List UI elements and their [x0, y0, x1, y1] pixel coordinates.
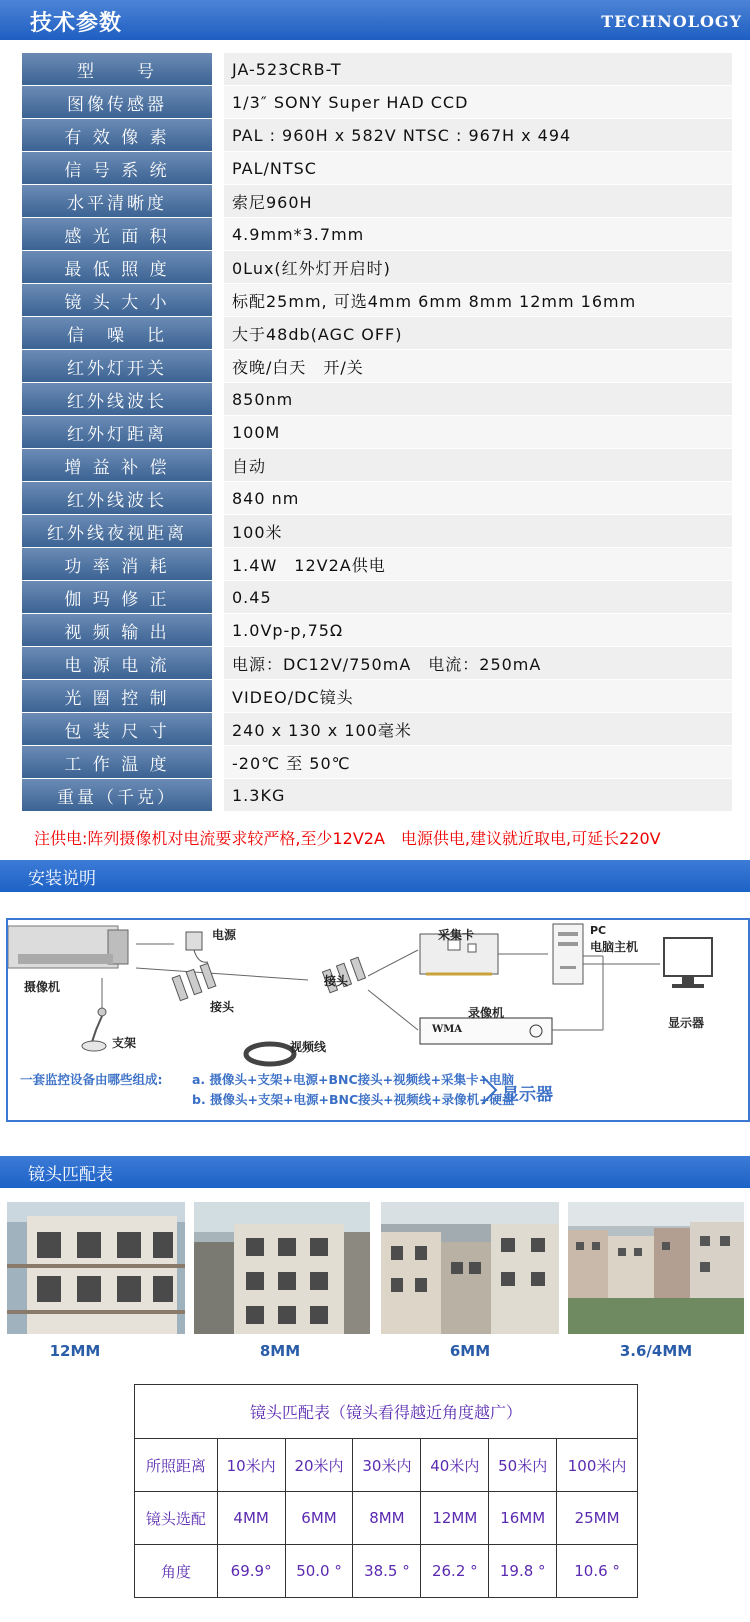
lens-cell: 16MM — [489, 1492, 557, 1545]
label-capture-card: 采集卡 — [438, 928, 475, 942]
section-title: 技术参数 — [30, 11, 123, 36]
spec-value: PAL : 960H x 582V NTSC : 967H x 494 — [224, 119, 732, 152]
spec-row — [20, 482, 732, 515]
spec-key: 信 号 系 统 — [22, 152, 212, 185]
spec-key: 红外灯距离 — [22, 416, 212, 449]
install-title: 安装说明 — [28, 868, 96, 889]
label-cable: 视频线 — [290, 1040, 327, 1054]
lens-title: 镜头匹配表 — [28, 1164, 113, 1185]
spec-key: 感 光 面 积 — [22, 218, 212, 251]
spec-key: 包 装 尺 寸 — [22, 713, 212, 746]
spec-row — [20, 680, 732, 713]
lens-cell: 30米内 — [353, 1439, 421, 1492]
spec-row — [20, 185, 732, 218]
lens-cell: 10.6 ° — [557, 1545, 638, 1598]
lens-row-head: 镜头选配 — [135, 1492, 218, 1545]
photo-12mm — [7, 1202, 185, 1334]
photo-6mm — [381, 1202, 559, 1334]
photo-label-12mm: 12MM — [49, 1342, 101, 1360]
spec-value: 0Lux(红外灯开启时) — [224, 251, 732, 284]
install-diagram — [6, 918, 750, 1122]
lens-cell: 4MM — [217, 1492, 285, 1545]
spec-value: 840 nm — [224, 482, 732, 515]
spec-value: 0.45 — [224, 581, 732, 614]
spec-key: 水平清晰度 — [22, 185, 212, 218]
power-note: 注供电:阵列摄像机对电流要求较严格,至少12V2A 电源供电,建议就近取电,可延长220V — [34, 829, 661, 848]
spec-row — [20, 218, 732, 251]
power-adapter-icon — [186, 932, 208, 962]
label-stand: 支架 — [112, 1036, 137, 1050]
lens-cell: 25MM — [557, 1492, 638, 1545]
lens-cell: 6MM — [285, 1492, 353, 1545]
spec-value: 标配25mm, 可选4mm 6mm 8mm 12mm 16mm — [224, 284, 732, 317]
spec-key: 工 作 温 度 — [22, 746, 212, 779]
spec-value: 1/3″ SONY Super HAD CCD — [224, 86, 732, 119]
spec-key: 红外线波长 — [22, 482, 212, 515]
spec-row — [20, 449, 732, 482]
spec-value: 100M — [224, 416, 732, 449]
spec-value: 4.9mm*3.7mm — [224, 218, 732, 251]
photo-label-3-6-4mm: 3.6/4MM — [619, 1342, 693, 1360]
spec-key: 光 圈 控 制 — [22, 680, 212, 713]
combo-b: b. 摄像头+支架+电源+BNC接头+视频线+录像机+硬盘 — [192, 1092, 515, 1107]
photo-3-6-4mm — [568, 1202, 744, 1334]
spec-value: 1.3KG — [224, 779, 732, 812]
spec-key: 图像传感器 — [22, 86, 212, 119]
label-dvr: 录像机 — [468, 1006, 505, 1020]
spec-key: 增 益 补 偿 — [22, 449, 212, 482]
pc-tower-icon — [553, 924, 583, 984]
lens-cell: 19.8 ° — [489, 1545, 557, 1598]
lens-cell: 12MM — [421, 1492, 489, 1545]
monitor-icon — [664, 938, 712, 988]
spec-row — [20, 53, 732, 86]
spec-value: 240 x 130 x 100毫米 — [224, 713, 732, 746]
spec-row — [20, 713, 732, 746]
spec-value: 电源：DC12V/750mA 电流：250mA — [224, 647, 732, 680]
lens-cell: 38.5 ° — [353, 1545, 421, 1598]
spec-key: 电 源 电 流 — [22, 647, 212, 680]
spec-key: 最 低 照 度 — [22, 251, 212, 284]
lens-cell: 69.9° — [217, 1545, 285, 1598]
spec-key: 信 噪 比 — [22, 317, 212, 350]
spec-key: 红外灯开关 — [22, 350, 212, 383]
spec-value: 850nm — [224, 383, 732, 416]
lens-cell: 8MM — [353, 1492, 421, 1545]
lens-table-row — [135, 1545, 638, 1598]
spec-row — [20, 119, 732, 152]
spec-row — [20, 317, 732, 350]
spec-row — [20, 779, 732, 812]
lens-cell: 10米内 — [217, 1439, 285, 1492]
spec-row — [20, 614, 732, 647]
photo-label-6mm: 6MM — [449, 1342, 491, 1360]
spec-key: 伽 玛 修 正 — [22, 581, 212, 614]
combo-end: 显示器 — [502, 1085, 553, 1105]
spec-value: 大于48db(AGC OFF) — [224, 317, 732, 350]
lens-row-head: 角度 — [135, 1545, 218, 1598]
spec-key: 重量（千克） — [22, 779, 212, 812]
lens-cell: 40米内 — [421, 1439, 489, 1492]
lens-table-row — [135, 1439, 638, 1492]
video-cable-icon — [246, 1044, 294, 1064]
lens-cell: 100米内 — [557, 1439, 638, 1492]
spec-value: PAL/NTSC — [224, 152, 732, 185]
spec-value: 1.4W 12V2A供电 — [224, 548, 732, 581]
spec-value: JA-523CRB-T — [224, 53, 732, 86]
section-subtitle: TECHNOLOGY — [601, 12, 742, 31]
bnc-connector-icon-1 — [172, 963, 216, 1000]
spec-value: -20℃ 至 50℃ — [224, 746, 732, 779]
spec-key: 镜 头 大 小 — [22, 284, 212, 317]
spec-key: 红外线夜视距离 — [22, 515, 212, 548]
spec-row — [20, 515, 732, 548]
combo-a: a. 摄像头+支架+电源+BNC接头+视频线+采集卡+电脑 — [192, 1072, 515, 1087]
label-monitor: 显示器 — [668, 1016, 705, 1030]
photo-label-8mm: 8MM — [259, 1342, 301, 1360]
spec-value: 索尼960H — [224, 185, 732, 218]
label-connector-2: 接头 — [324, 974, 349, 988]
photo-8mm — [194, 1202, 370, 1334]
label-power: 电源 — [212, 928, 237, 942]
spec-value: 1.0Vp-p,75Ω — [224, 614, 732, 647]
stand-icon — [82, 978, 106, 1051]
label-connector-1: 接头 — [210, 1000, 235, 1014]
spec-row — [20, 350, 732, 383]
lens-section-header — [0, 1156, 750, 1188]
spec-table — [20, 53, 732, 812]
lens-cell: 50.0 ° — [285, 1545, 353, 1598]
spec-row — [20, 86, 732, 119]
lens-cell: 26.2 ° — [421, 1545, 489, 1598]
label-camera: 摄像机 — [24, 980, 61, 994]
lens-matching-table — [134, 1384, 638, 1598]
label-pc-short: PC — [590, 924, 607, 937]
lens-row-head: 所照距离 — [135, 1439, 218, 1492]
composition-intro: 一套监控设备由哪些组成: — [20, 1072, 163, 1087]
spec-key: 功 率 消 耗 — [22, 548, 212, 581]
label-dvr-brand: WMA — [432, 1024, 463, 1035]
spec-row — [20, 152, 732, 185]
install-section-header — [0, 860, 750, 892]
spec-key: 型 号 — [22, 53, 212, 86]
spec-key: 视 频 输 出 — [22, 614, 212, 647]
spec-row — [20, 284, 732, 317]
spec-row — [20, 647, 732, 680]
lens-cell: 20米内 — [285, 1439, 353, 1492]
spec-row — [20, 383, 732, 416]
spec-value: 夜晚/白天 开/关 — [224, 350, 732, 383]
spec-key: 红外线波长 — [22, 383, 212, 416]
label-pc: 电脑主机 — [590, 940, 639, 954]
spec-value: VIDEO/DC镜头 — [224, 680, 732, 713]
spec-key: 有 效 像 素 — [22, 119, 212, 152]
section-header-technology — [0, 0, 750, 40]
spec-row — [20, 746, 732, 779]
lens-table-row — [135, 1492, 638, 1545]
spec-row — [20, 416, 732, 449]
spec-row — [20, 548, 732, 581]
camera-icon — [8, 926, 128, 968]
lens-cell: 50米内 — [489, 1439, 557, 1492]
lens-table-caption: 镜头匹配表（镜头看得越近角度越广） — [135, 1385, 638, 1439]
spec-value: 100米 — [224, 515, 732, 548]
spec-row — [20, 251, 732, 284]
spec-value: 自动 — [224, 449, 732, 482]
spec-row — [20, 581, 732, 614]
